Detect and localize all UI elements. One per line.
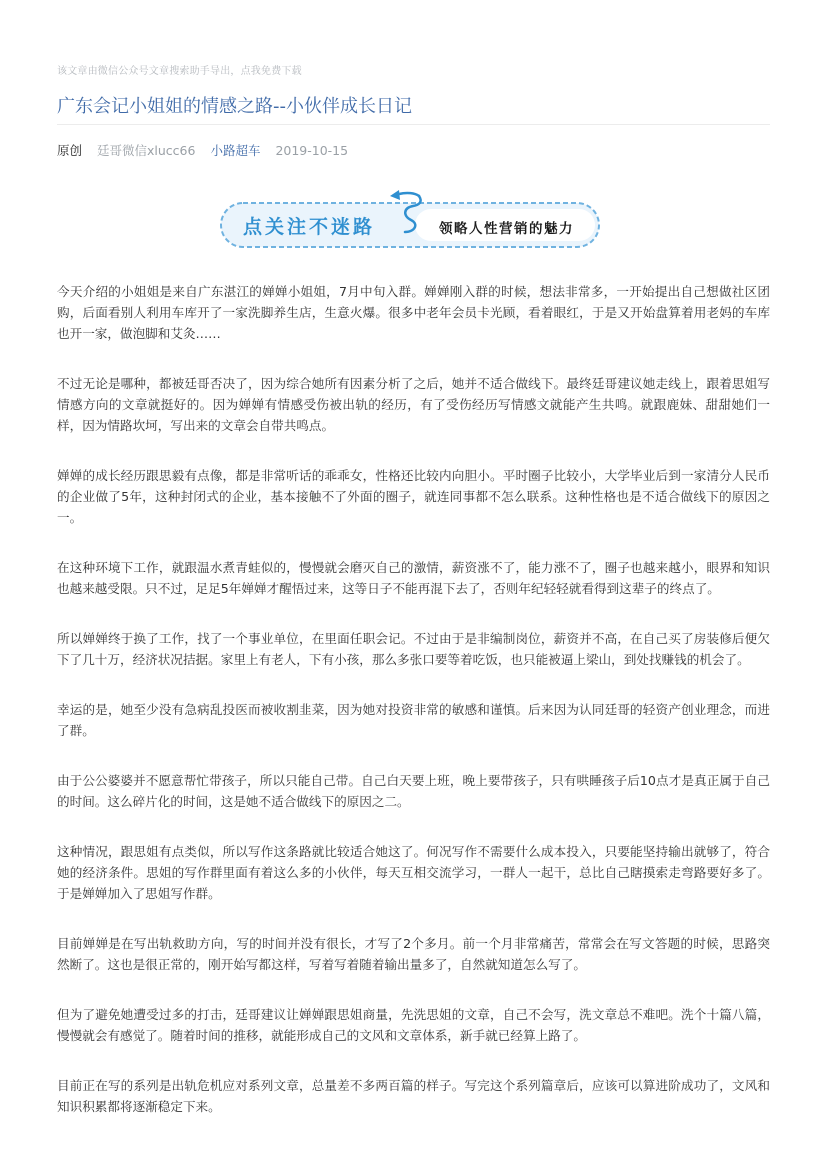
paragraph: 婵婵的成长经历跟思毅有点像，都是非常听话的乖乖女，性格还比较内向胆小。平时圈子比较小，大学毕业后到一家清分人民币的企业做了5年，这种封闭式的企业，基本接触不了外面的圈子，就连同事都不怎么联系。这种性格也是不适合做线下的原因之一。 <box>57 468 770 525</box>
paragraph: 目前正在写的系列是出轨危机应对系列文章，总量差不多两百篇的样子。写完这个系列篇章后，应该可以算进阶成功了，文风和知识积累都将逐渐稳定下来。 <box>57 1078 770 1114</box>
article-body <box>57 281 770 1146</box>
paragraph: 幸运的是，她至少没有急病乱投医而被收割韭菜，因为她对投资非常的敏感和谨慎。后来因为认同廷哥的轻资产创业理念，而进了群。 <box>57 702 770 738</box>
paragraph: 这种情况，跟思姐有点类似，所以写作这条路就比较适合她这了。何况写作不需要什么成本投入，只要能坚持输出就够了，符合她的经济条件。思姐的写作群里面有着这么多的小伙伴，每天互相交流学习，一群人一起干，总比自己瞎摸索走弯路要好多了。于是婵婵加入了思姐写作群。 <box>57 844 770 901</box>
paragraph: 目前婵婵是在写出轨救助方向，写的时间并没有很长，才写了2个多月。前一个月非常痛苦，常常会在写文答题的时候，思路突然断了。这也是很正常的，刚开始写都这样，写着写着随着输出量多了，自然就知道怎么写了。 <box>57 936 770 972</box>
author-name: 廷哥微信xlucc66 <box>97 143 196 158</box>
account-link[interactable]: 小路超车 <box>210 143 261 158</box>
export-notice-link[interactable]: 该文章由微信公众号文章搜索助手导出，点我免费下载 <box>57 66 302 77</box>
article-title: 广东会记小姐姐的情感之路--小伙伴成长日记 <box>57 96 412 117</box>
paragraph: 但为了避免她遭受过多的打击，廷哥建议让婵婵跟思姐商量，先洗思姐的文章，自己不会写，洗文章总不难吧。洗个十篇八篇，慢慢就会有感觉了。随着时间的推移，就能形成自己的文风和文章体系，新手就已经算上路了。 <box>57 1007 770 1043</box>
follow-text: 点关注不迷路 <box>243 216 376 238</box>
title-divider <box>57 124 770 125</box>
paragraph: 今天介绍的小姐姐是来自广东湛江的婵婵小姐姐，7月中旬入群。婵婵刚入群的时候，想法非常多，一开始提出自己想做社区团购，后面看别人利用车库开了一家洗脚养生店，生意火爆。很多中老年会员卡光顾，看着眼红，于是又开始盘算着用老妈的车库也开一家，做泡脚和艾灸…… <box>57 284 770 341</box>
paragraph: 在这种环境下工作，就跟温水煮青蛙似的，慢慢就会磨灭自己的激情，薪资涨不了，能力涨不了，圈子也越来越小，眼界和知识也越来越受限。只不过，足足5年婵婵才醒悟过来，这等日子不能再混下去了，否则年纪轻轻就看得到这辈子的终点了。 <box>57 560 770 596</box>
slogan-text: 领略人性营销的魅力 <box>439 221 574 237</box>
article-meta <box>57 141 359 159</box>
paragraph: 由于公公婆婆并不愿意帮忙带孩子，所以只能自己带。自己白天要上班，晚上要带孩子，只有哄睡孩子后10点才是真正属于自己的时间。这么碎片化的时间，这是她不适合做线下的原因之二。 <box>57 773 770 809</box>
paragraph: 所以婵婵终于换了工作，找了一个事业单位，在里面任职会记。不过由于是非编制岗位，薪资并不高，在自己买了房装修后便欠下了几十万，经济状况拮据。家里上有老人，下有小孩，那么多张口要等着吃饭，也只能被逼上梁山，到处找赚钱的机会了。 <box>57 631 770 667</box>
original-label: 原创 <box>57 143 83 158</box>
paragraph: 不过无论是哪种，都被廷哥否决了，因为综合她所有因素分析了之后，她并不适合做线下。最终廷哥建议她走线上，跟着思姐写情感方向的文章就挺好的。因为婵婵有情感受伤被出轨的经历，有了受伤经历写情感文就能产生共鸣。就跟鹿妹、甜甜她们一样，因为情路坎坷，写出来的文章会自带共鸣点。 <box>57 376 770 433</box>
publish-date: 2019-10-15 <box>275 143 349 158</box>
follow-banner <box>219 188 601 250</box>
